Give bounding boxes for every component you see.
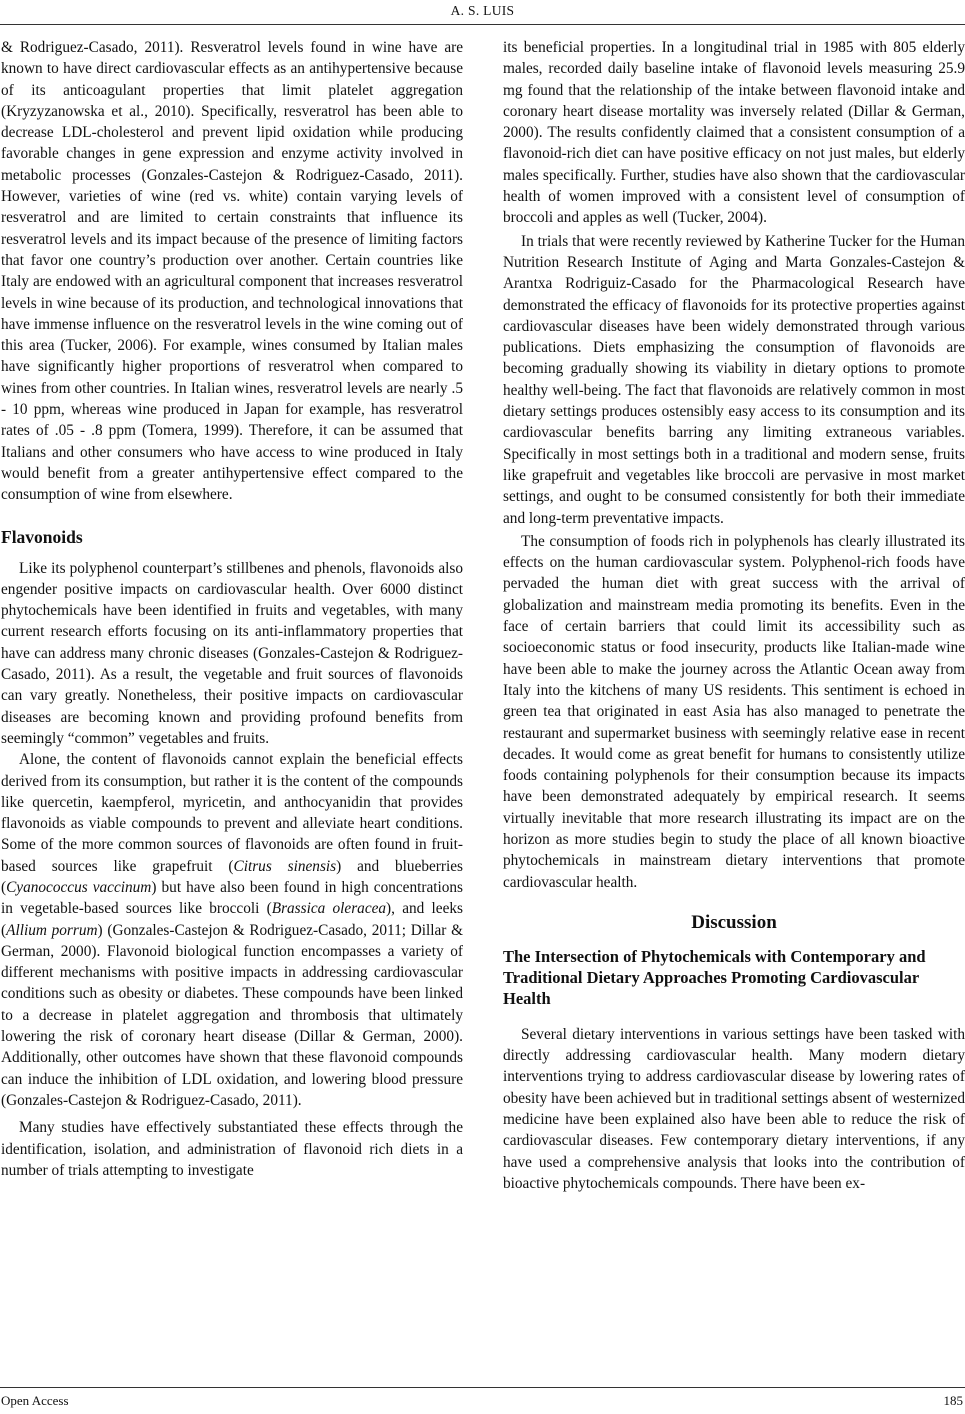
paragraph-longitudinal-trial: its beneficial properties. In a longitudinal trial in 1985 with 805 elderly males, recorded daily baseline intake of flavonoid levels measuring 25.9 mg found that the relationship of the intake between flavonoid intake and coronary heart disease mortality was inversely related (Dillar & German, 2000). The results confidently claimed that a consistent consumption of a flavonoid-rich diet can have positive efficacy on not just males, but elderly males specifically. Further, studies have also shown that the cardiovascular health of women improved with a consistent level of consumption of broccoli and apples as well (Tucker, 2004). (503, 39, 965, 227)
page-number: 185 (943, 1393, 963, 1408)
paragraph-reviewed-trials: In trials that were recently reviewed by Katherine Tucker for the Human Nutrition Research Institute of Aging and Marta Gonzales-Castejon & Arantxa Rodriguiz-Casado for the Pharmacological Research have demonstrated the efficacy of flavonoids for its protective properties against cardiovascular diseases have been widely demonstrated through various publications. Diets emphasizing the consumption of flavonoids are becoming gradually showing its viability in dietary options to promote healthy well-being. The fact that flavonoids are relatively common in most dietary settings produces ostensibly easy access to its consumption and its cardiovascular benefits barring any limiting extraneous variables. Specifically in most settings both in a traditional and modern sense, fruits like grapefruit and vegetables like broccoli are pervasive in most market settings, and ought to be consumed consistently for both their immediate and long-term preventative impacts. (503, 232, 965, 527)
footer-open-access: Open Access (1, 1393, 69, 1408)
paragraph-resveratrol: & Rodriguez-Casado, 2011). Resveratrol levels found in wine have are known to have direct cardiovascular effects as an antihypertensive because of its anticoagulant properties that limit platelet aggregation (Kryzyzanowska et al., 2010). Specifically, resveratrol has been able to decrease LDL-cholesterol and prevent lipid oxidation while producing favorable changes in gene expression and enzyme activity involved in metabolic processes (Gonzales-Castejon & Rodriguez-Casado, 2011). However, varieties of wine (red vs. white) contain varying levels of resveratrol and are limited to certain constraints that influence its resveratrol levels and its impact because of the presence of limiting factors that favor one country’s production over another. Certain countries like Italy are endowed with an agricultural component that increases resveratrol levels in wine because of its production, and technological innovations that have immense influence on the resveratrol levels in the wine coming out of this area (Tucker, 2006). For example, wines consumed by Italian males have significantly higher proportions of resveratrol when compared to wines from other countries. In Italian wines, resveratrol levels are nearly .5 - 10 ppm, whereas wine produced in Japan for example, has resveratrol rates of .05 - .8 ppm (Tomera, 1999). Therefore, it can be assumed that Italians and other consumers who have access to wine produced in Italy would benefit from a greater antihypertensive effect compared to the consumption of wine from elsewhere. (1, 39, 463, 504)
paragraph-flavonoids-intro: Like its polyphenol counterpart’s stillbenes and phenols, flavonoids also engender positive impacts on cardiovascular health. Over 6000 distinct phytochemicals have been identified in fruits and vegetables, with many current research efforts focusing on its anti-inflammatory properties that have can address many chronic diseases (Gonzales-Castejon & Rodriguez-Casado, 2011). As a result, the vegetable and fruit sources of flavonoids can vary greatly. Nonetheless, their positive impacts on cardiovascular diseases are becoming known and providing profound benefits from seemingly “common” vegetables and fruits. (1, 559, 463, 747)
paragraph-flavonoid-studies: Many studies have effectively substantiated these effects through the identification, isolation, and administration of flavonoid rich diets in a number of trials attempting to investigate (1, 1119, 463, 1179)
paragraph-flavonoids-sources: Alone, the content of flavonoids cannot explain the beneficial effects derived from its consumption, but rather it is the content of the compounds like quercetin, kaempferol, myricetin, and anthocyanidin that provides flavonoids as viable compounds to prevent and alleviate heart conditions. Some of the more common sources of flavonoids are often found in fruit-based sources like grapefruit (Citrus sinensis) and blueberries (Cyanococcus vaccinum) but have also been found in high concentrations in vegetable-based sources like broccoli (Brassica oleracea), and leeks (Allium porrum) (Gonzales-Castejon & Rodriguez-Casado, 2011; Dillar & German, 2000). Flavonoid biological function encompasses a variety of different mechanisms with positive impacts in addressing cardiovascular conditions such as obesity or diabetes. These compounds have been linked to a decrease in platelet aggregation and thrombosis that ultimately lowering the risk of coronary heart disease (Dillar & German, 2000). Additionally, other outcomes have shown that these flavonoid compounds can induce the inhibition of LDL oxidation, and lowering blood pressure (Gonzales-Castejon & Rodriguez-Casado, 2011). (1, 751, 463, 1109)
left-column (1, 37, 463, 1181)
running-header: A. S. LUIS (450, 3, 515, 18)
section-heading-discussion: Discussion (691, 911, 777, 933)
footer-rule (0, 1387, 965, 1388)
header-rule (0, 24, 965, 25)
paragraph-polyphenol-consumption: The consumption of foods rich in polyphenols has clearly illustrated its effects on the human cardiovascular system. Polyphenol-rich foods have pervaded the human diet with great success with the arrival of globalization and mainstream media promoting its benefits. Even in the face of certain barriers that could limit its accessibility such as socioeconomic status or food insecurity, products like Italian-made wine have been able to make the journey across the Atlantic Ocean away from Italy into the kitchens of many US residents. This sentiment is echoed in green tea that originated in east Asia has also managed to penetrate the restaurant and supermarket business with seemingly relative ease in recent decades. It would come as great benefit for humans to consistently utilize foods containing polyphenols for their consumption because its impacts have been demonstrated adequately by empirical research. It seems virtually inevitable that more research illustrating its impact are on the horizon as more studies begin to study the place of all known bioactive phytochemicals in mainstream dietary interventions that promote cardiovascular health. (503, 532, 965, 891)
right-column (503, 37, 965, 1194)
section-heading-flavonoids: Flavonoids (1, 526, 83, 547)
subsection-heading-intersection: The Intersection of Phytochemicals with Contemporary and Traditional Dietary Approaches Promoting Cardiovascular Health (503, 946, 926, 1008)
paragraph-dietary-interventions: Several dietary interventions in various settings have been tasked with directly addressing cardiovascular health. Many modern dietary interventions trying to address cardiovascular disease by lowering rates of obesity have been achieved but in traditional settings absent of westernized medicine have been explained also have been able to reduce the risk of cardiovascular diseases. Few contemporary dietary interventions, if any have used a comprehensive analysis that looks into the contribution of bioactive phytochemicals compounds. There have been ex- (503, 1025, 965, 1192)
